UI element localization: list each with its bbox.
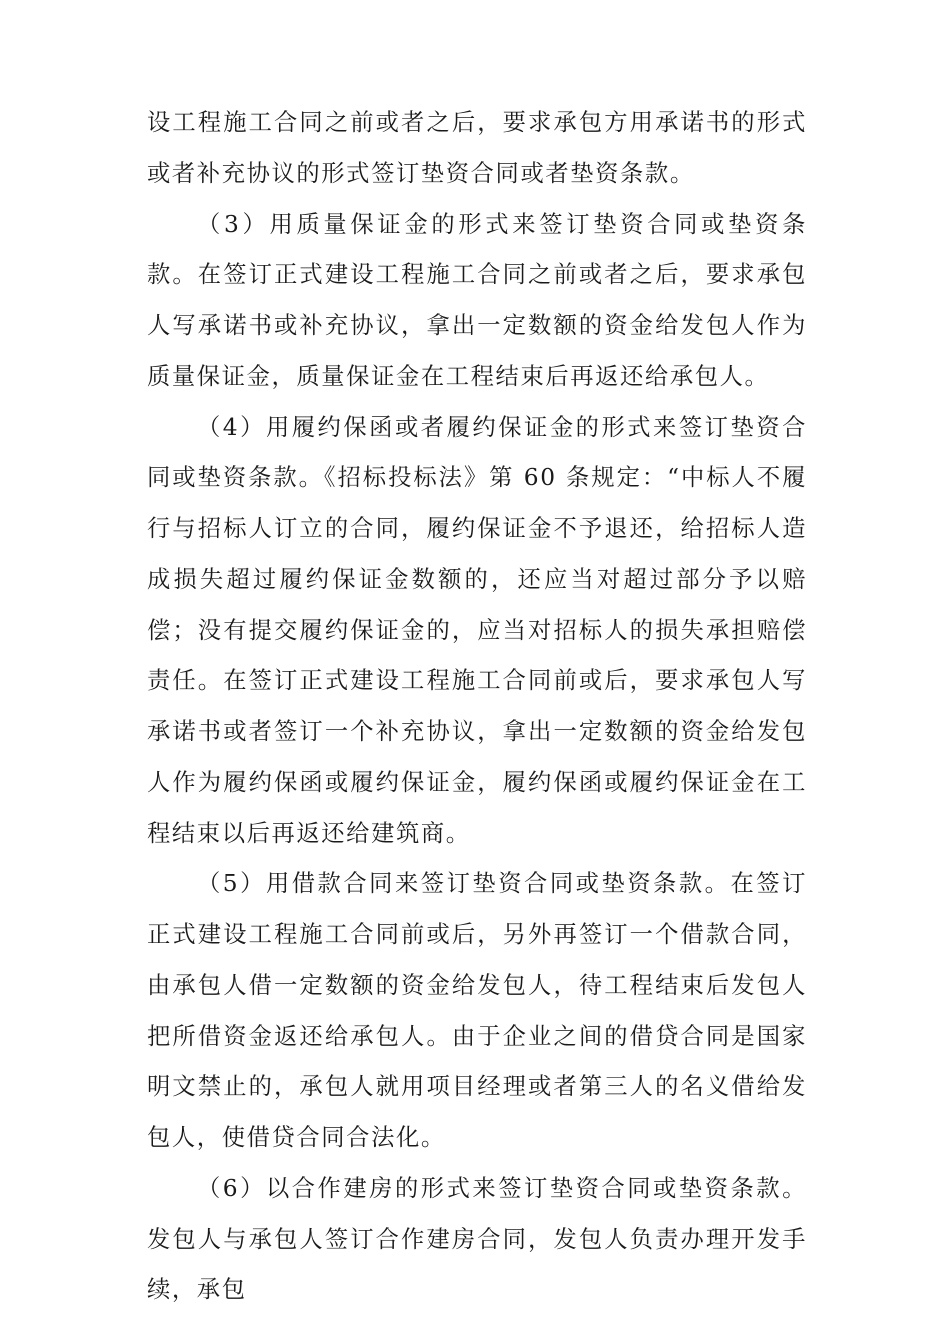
paragraph-item-5: （5）用借款合同来签订垫资合同或垫资条款。在签订正式建设工程施工合同前或后，另外再签订一个借款合同，由承包人借一定数额的资金给发包人，待工程结束后发包人把所借资金返还给承包人。由于企业之间的借贷合同是国家明文禁止的，承包人就用项目经理或者第三人的名义借给发包人，使借贷合同合法化。 [147,870,807,1151]
paragraph-item-3: （3）用质量保证金的形式来签订垫资合同或垫资条款。在签订正式建设工程施工合同之前或者之后，要求承包人写承诺书或补充协议，拿出一定数额的资金给发包人作为质量保证金，质量保证金在工程结束后再返还给承包人。 [147,210,807,390]
paragraph-item-6: （6）以合作建房的形式来签订垫资合同或垫资条款。发包人与承包人签订合作建房合同，发包人负责办理开发手续，承包 [147,1174,807,1304]
document-body [147,98,807,1316]
paragraph-item-4: （4）用履约保函或者履约保证金的形式来签订垫资合同或垫资条款。《招标投标法》第 60 条规定：“中标人不履行与招标人订立的合同，履约保证金不予退还，给招标人造成损失超过履约保证金数额的，还应当对超过部分予以赔偿；没有提交履约保证金的，应当对招标人的损失承担赔偿责任。在签订正式建设工程施工合同前或后，要求承包人写承诺书或者签订一个补充协议，拿出一定数额的资金给发包人作为履约保函或履约保证金，履约保函或履约保证金在工程结束以后再返还给建筑商。 [147,413,807,847]
paragraph-continuation: 设工程施工合同之前或者之后，要求承包方用承诺书的形式或者补充协议的形式签订垫资合同或者垫资条款。 [147,109,807,187]
